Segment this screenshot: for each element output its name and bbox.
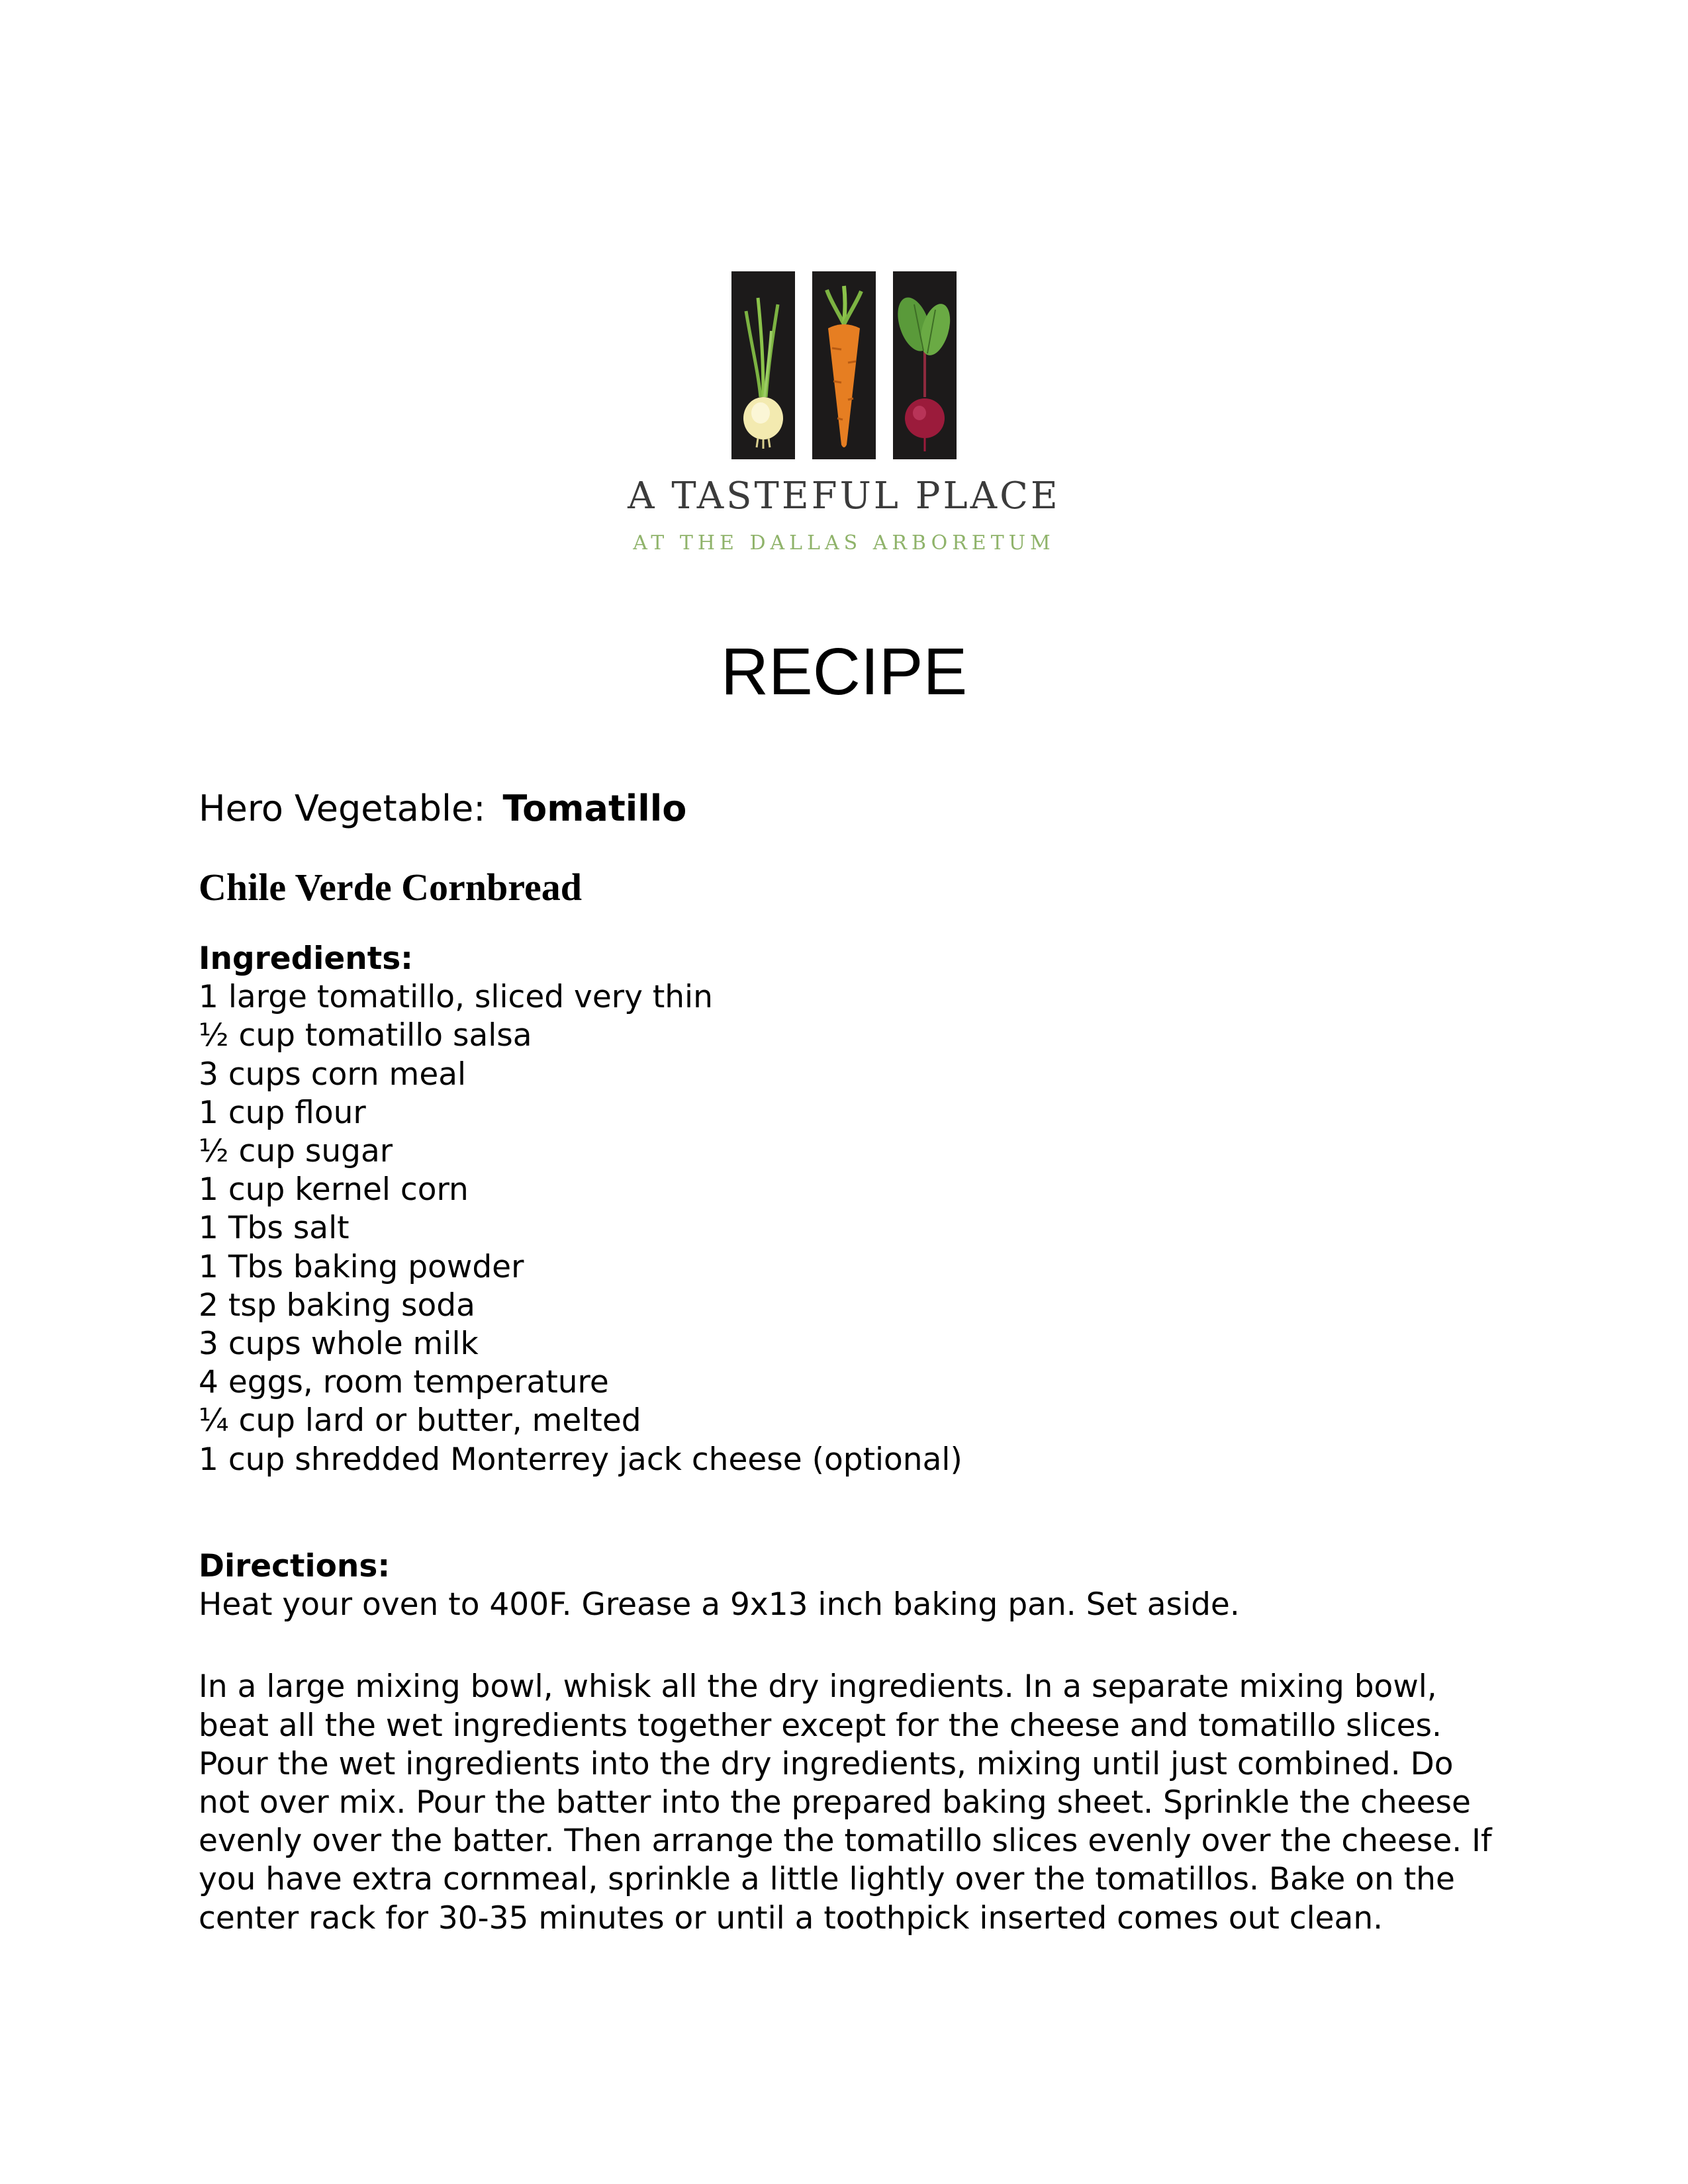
- ingredient-item: 3 cups corn meal: [199, 1056, 467, 1093]
- ingredient-item: 1 large tomatillo, sliced very thin: [199, 979, 713, 1016]
- ingredient-item: 2 tsp baking soda: [199, 1287, 475, 1324]
- directions-heading: Directions:: [199, 1548, 391, 1584]
- hero-vegetable-label: Hero Vegetable:: [199, 788, 486, 829]
- logo-name: A TASTEFUL PLACE: [628, 475, 1060, 518]
- ingredient-item: 4 eggs, room temperature: [199, 1364, 609, 1401]
- ingredient-item: 1 Tbs salt: [199, 1210, 350, 1247]
- recipe-name: Chile Verde Cornbread: [199, 866, 582, 909]
- ingredient-list: [199, 978, 1509, 1479]
- ingredient-item: 1 cup kernel corn: [199, 1171, 469, 1208]
- ingredient-item: ¼ cup lard or butter, melted: [199, 1402, 641, 1439]
- logo-subtitle: AT THE DALLAS ARBORETUM: [633, 531, 1055, 555]
- onion-icon: [731, 271, 795, 459]
- directions-section: [199, 1547, 1509, 1938]
- ingredients-section: [199, 940, 1509, 1479]
- ingredient-item: ½ cup tomatillo salsa: [199, 1017, 532, 1054]
- carrot-icon: [812, 271, 876, 459]
- hero-vegetable: [199, 788, 686, 831]
- page-title: RECIPE: [720, 635, 968, 709]
- beet-icon: [892, 271, 957, 459]
- hero-vegetable-value: Tomatillo: [502, 788, 687, 829]
- ingredient-item: 1 Tbs baking powder: [199, 1248, 524, 1285]
- logo: [0, 271, 1688, 463]
- ingredient-item: ½ cup sugar: [199, 1133, 393, 1170]
- ingredient-item: 1 cup shredded Monterrey jack cheese (optional): [199, 1441, 962, 1478]
- ingredient-item: 1 cup flour: [199, 1094, 366, 1131]
- ingredient-item: 3 cups whole milk: [199, 1326, 479, 1363]
- direction-step: In a large mixing bowl, whisk all the dry ingredients. In a separate mixing bowl, beat all the wet ingredients together except for the cheese and tomatillo slices. Pour the wet ingredients into the dry ingredients, mixing until just combined. Do not over mix. Pour the batter into the prepared baking sheet. Sprinkle the cheese evenly over the batter. Then arrange the tomatillo slices evenly over the cheese. If you have extra cornmeal, sprinkle a little lightly over the tomatillos. Bake on the center rack for 30-35 minutes or until a toothpick inserted comes out clean.: [199, 1668, 1492, 1936]
- ingredients-heading: Ingredients:: [199, 940, 413, 977]
- logo-vegetable-panels: [731, 271, 957, 459]
- direction-step: Heat your oven to 400F. Grease a 9x13 inch baking pan. Set aside.: [199, 1586, 1240, 1623]
